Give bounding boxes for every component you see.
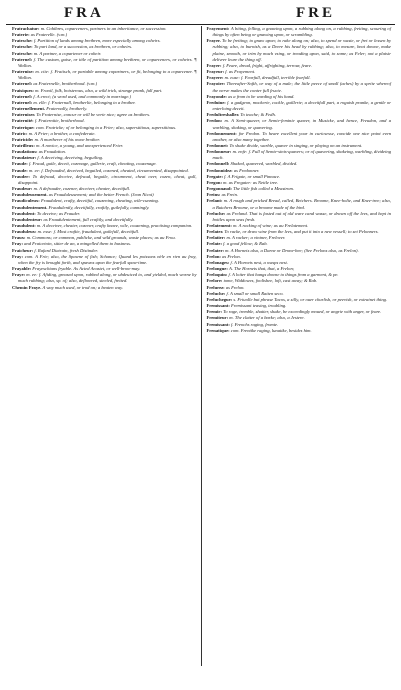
entry-headword: Fraternellement. <box>12 106 46 112</box>
entry-definition: as Fraudulentement, full craftily, and deceitfully. <box>43 216 134 222</box>
two-column-body <box>6 26 395 666</box>
entry-headword: Frayoire: <box>206 81 226 87</box>
entry-headword: Fredonnell: <box>206 161 230 167</box>
entry-definition: To racke, or draw wine from the lees, and put it into a new vessell; to set Pelonners. <box>224 229 379 235</box>
entry-headword: Fraudulentement. <box>12 204 48 210</box>
dictionary-entry <box>207 38 392 63</box>
entry-headword: Freluche: <box>206 210 226 216</box>
entry-headword: Fraux: <box>12 235 26 241</box>
entry-definition: Fraudulent, crafty, deceitful, couzening, cheating, wile-cunning. <box>40 198 159 204</box>
entry-headword: Fremissant: <box>206 303 230 309</box>
entry-definition: To defraud, deceive, defraud, beguile, circumvent, cheat over, cozen, cheat, gull, disappoint. <box>18 173 197 185</box>
entry-headword: Fraudeur: <box>12 186 33 192</box>
dictionary-entry <box>207 26 392 38</box>
entry-definition: m. Fraoil, folk, boisterous, also, a wild trick, strange prank, full part. <box>35 87 163 93</box>
entry-headword: Fraude: <box>12 161 28 167</box>
dictionary-entry <box>207 118 392 130</box>
entry-headword: Frayable: <box>12 266 32 272</box>
entry-headword: Frayere: <box>206 75 224 81</box>
entry-headword: Frelatement: <box>206 223 232 228</box>
entry-headword: Fray: <box>12 253 23 259</box>
entry-headword: Fredonnet: <box>206 142 229 148</box>
entry-definition: as Frein. <box>221 192 239 198</box>
entry-definition: To teache; & Fedh. <box>240 112 276 118</box>
dictionary-entry <box>207 131 392 143</box>
entry-headword: Fraternel: <box>12 81 33 87</box>
entry-headword: Frayer. <box>206 38 221 44</box>
entry-headword: Frauder: <box>12 173 30 179</box>
entry-definition: f. Fraternitie, brotherhood. <box>34 118 85 124</box>
entry-definition: as Frauduleusement; and the better French. (Jean Nicot) <box>48 192 154 198</box>
entry-definition: m. ee: f. Afiding, greased upon, rubbed along, or ubdeuiced to, and yielded, much worne by much rubbing; also, sp. of; also, deflowred, steeled, fretted. <box>18 272 197 284</box>
entry-definition: and Fraicetoin, sitter de an, a mingelled them to business. <box>24 241 132 247</box>
dictionary-entry <box>207 211 392 223</box>
entry-headword: Frelon: <box>206 253 221 259</box>
entry-headword: Frelonages: <box>206 259 230 265</box>
entry-definition: A biting, felling, a gnawing upon, a rubbing along on, a rubbing, fretting, scouring of things by often being or gnawing upon, or scrambling. <box>212 26 391 38</box>
entry-definition: as Frelon. <box>222 253 241 259</box>
entry-definition: m. A defrauder, cozener, deceiver, cheater, deceitfull. <box>33 186 131 192</box>
entry-definition: m. A Semi-quaver, or Semie-feminie quaver, in Musicke, and hence, Freudon, and a warbling, shaking, or quavering. <box>212 118 391 130</box>
entry-headword: Fraternel: <box>12 99 33 105</box>
entry-definition: f. A erect; (a word used, and commonly in marriage.) <box>33 93 132 99</box>
entry-definition: m. euse: f. Fearfull, dreadfull, terrible fearfull. <box>224 75 311 81</box>
entry-definition: as Fraterelle. (v.m.) <box>30 32 68 38</box>
entry-definition: com. Frentike raging, lunatike, besides him. <box>230 327 312 333</box>
entry-headword: Frelater: <box>206 247 225 253</box>
entry-headword: Fraudulent: <box>12 223 36 228</box>
entry-definition: as a from to be warding of his hand. <box>228 93 295 99</box>
entry-definition: m. enfe: f. Full of Semie-sinis-quavers; or of quavering, shakeing, warbling, divideing much. <box>212 149 391 161</box>
entry-definition: A. The Hornets that, that, a Frelon; <box>229 266 295 272</box>
entry-headword: Fratric: <box>12 130 28 136</box>
entry-definition: To be fretting; to gnaw upon; to rake along on; also, to spend or waste, or fret or lessen by rubbing; also, to burnish, as a Deere his head by rubbing; also, to mesure, beat downe, make plaine, smooth, or trim by much vsing, or treading upon, said, to some; as Feler; ont a plaisir delivrer leure the thing off. <box>212 38 391 62</box>
entry-definition: To shake divide, warble, quaver in singing, or playing on an instrument. <box>229 142 363 148</box>
entry-definition: f. A small or small Ratten seco. <box>226 290 284 296</box>
entry-definition: f. A deceiving, deceiving, beguiling. <box>37 155 104 161</box>
entry-definition: m. The clatter of a barke; also, a Jestere. <box>229 315 305 321</box>
dictionary-entry <box>207 81 392 93</box>
entry-definition: f. Frenchs raging, fromte. <box>231 321 279 327</box>
dictionary-entry <box>12 285 197 291</box>
entry-definition: com. Fratricke; of or belonging to a Frier; also, superstitious, superstitious. <box>35 124 177 130</box>
entry-headword: Fremissant: <box>206 321 230 327</box>
entry-definition: To part land, or a succession, as brethren, or coheirs. <box>33 44 133 50</box>
entry-headword: Chemin Fraye. <box>12 284 42 290</box>
entry-headword: Fraterie: <box>12 32 30 38</box>
entry-headword: Fremiteur: <box>206 315 229 321</box>
entry-definition: m. Commons; or common, publicke, and wild grounds, waste places; as au Frou. <box>26 235 176 241</box>
entry-definition: m. A partner, a copartener or coheir. <box>33 50 102 56</box>
entry-definition: f. A Hornets nest, a wasps nest. <box>230 259 288 265</box>
entry-headword: Fraternité: <box>12 118 34 124</box>
entry-definition: To deceive; as Frauder. <box>36 210 81 216</box>
entry-headword: Fratesche: <box>12 44 33 50</box>
dictionary-entry <box>12 272 197 284</box>
entry-definition: tome, Widdowes, foolishee, loft, cast away; & Rab. <box>223 278 318 284</box>
entry-headword: Fraicheur: <box>12 247 34 253</box>
entry-headword: Fredonnement: <box>206 130 237 136</box>
entry-headword: Frauduleusement. <box>12 192 48 198</box>
entry-definition: s. Friuolle but phrase Tacos, a silly, or ouer churlish, or peevish, or extrainet thing. <box>233 296 388 302</box>
entry-headword: Fregate: <box>206 173 223 179</box>
header-left-guideword: FRA <box>64 5 104 21</box>
entry-headword: Frayement: <box>206 26 230 31</box>
header-rule <box>6 24 395 25</box>
entry-headword: Frayer: <box>206 62 222 68</box>
entry-definition: To Fraternise, concur or will be verie nice; agree as brothers. <box>36 112 151 118</box>
entry-headword: Fraudations: <box>12 149 38 155</box>
column-divider <box>201 26 202 666</box>
entry-definition: m. A racking of wine; as au Frelatement. <box>233 223 309 228</box>
page-header <box>6 4 395 22</box>
entry-headword: Fraudulent: <box>12 210 36 216</box>
entry-definition: as Fraternelle, brotherhood. (v.m.) <box>33 81 98 87</box>
entry-headword: Fredon: <box>206 118 223 124</box>
right-column <box>201 26 396 666</box>
dictionary-entry <box>12 69 197 81</box>
entry-definition: as Frelon. <box>225 284 245 290</box>
entry-definition: m. A Frier; a brother, a confederate. <box>28 130 96 136</box>
entry-definition: as Freland. That is fasted out of old ware cand wasse, or drawn off the lees, and hept in bottles upon seas fresh. <box>212 210 391 222</box>
entry-definition: m. as Fregater: as Nettle tree. <box>223 179 279 185</box>
entry-definition: m. A novice, a young, and unexperienced Frier. <box>36 142 124 148</box>
entry-headword: Frauduleux: <box>12 229 37 235</box>
entry-headword: Frelongue: <box>206 266 228 272</box>
entry-headword: Fredonneur: <box>206 149 232 155</box>
entry-definition: m. ee: f. Defrauded, deceived, beguiled, cozened, cheated, circumvented, disappointed. <box>28 167 189 173</box>
header-right-guideword: FRE <box>296 5 335 21</box>
entry-headword: Fratesche: <box>12 50 33 56</box>
entry-headword: Frelant: <box>206 198 223 204</box>
entry-headword: Frayeur: <box>206 69 225 75</box>
entry-headword: Freluchegue: <box>206 296 233 302</box>
entry-headword: Freloquin: <box>206 272 228 278</box>
entry-definition: m. A Hornets also, a Darne or Drone-bee; (See Frelons also, as Frelon). <box>225 247 359 253</box>
entry-headword: Fraterniser. <box>12 112 36 118</box>
entry-definition: Fraudulently, deceitfully, craftily, guilefully, cunningly. <box>48 204 150 210</box>
entry-headword: Frelater. <box>206 229 224 235</box>
entry-definition: f. A Frigate, or small Pinnace. <box>224 173 281 179</box>
entry-headword: Fraternise: <box>12 69 34 75</box>
entry-headword: Fray: <box>12 241 23 247</box>
dictionary-entry <box>207 198 392 210</box>
entry-headword: Fraisiques: <box>12 87 34 93</box>
entry-definition: f. A loiter that hangs downe to things from a garment, & pe. <box>228 272 339 278</box>
entry-headword: Freins: <box>206 192 221 198</box>
entry-definition: Thereafter-Softh, or way of a male; the little peece of small (aches) by a sprite whereof the nerve makes the conter full fructe. <box>212 81 391 93</box>
entry-definition: f. a good fellow; & Rab. <box>223 241 268 247</box>
entry-definition: m. A racker; a vintner, Frelover. <box>226 235 286 241</box>
entry-headword: Fratrilleux: <box>12 142 35 148</box>
entry-headword: Fraudiculeux: <box>12 198 40 204</box>
entry-headword: Fredonnidez: <box>206 167 233 173</box>
entry-definition: The little fish called a Meastrom. <box>233 186 294 192</box>
entry-definition: com. A Frie; also, the Spawne of fish; Schance; Quand les poissons nèle en rien au fray, when the fry is brought forth, and spawns upon the fearfull spaw-time. <box>18 253 197 265</box>
entry-definition: f. Partition of lands among brethren, more especially among coheirs. <box>33 38 161 44</box>
entry-headword: Fregonnaud: <box>206 186 232 192</box>
entry-definition: f. Rafard Diatrain, fresh Distinder. <box>34 247 98 253</box>
entry-headword: Fraternel: <box>12 93 33 99</box>
entry-headword: Frelate: <box>206 241 222 247</box>
entry-headword: Fredultreshaller. <box>206 112 240 118</box>
entry-definition: m. cite: f. Fratisch, or partable among copartners, or fit, belonging to a coparcener. ¶ Wallon. <box>18 69 197 81</box>
entry-definition: Fraternally, brotherly. <box>46 106 88 112</box>
entry-headword: Freluche: <box>206 290 226 296</box>
dictionary-entry <box>207 149 392 161</box>
entry-definition: Frayeschians fryable. As Acted Aeastet, or well-brow-may. <box>32 266 141 272</box>
entry-headword: Fraude: <box>12 167 28 173</box>
left-column <box>6 26 201 666</box>
dictionary-entry <box>12 174 197 186</box>
entry-definition: m. A murtherer of his owne brother. <box>34 136 100 142</box>
entry-headword: Fraudateur: <box>12 155 37 161</box>
entry-definition: as Fraudation. <box>38 149 66 155</box>
entry-definition: A way much used, or trod on; a beaten way. <box>42 284 124 290</box>
dictionary-entry <box>207 100 392 112</box>
dictionary-entry <box>207 328 392 334</box>
entry-headword: Frelurez: <box>206 284 225 290</box>
entry-definition: Shaked, quavered, warbled, divided. <box>230 161 298 167</box>
entry-definition: m. A rough and pricked Bread, called, Betchers. Broome, Knee-holie, and Knee-tree; also, a Butchers Broome, or a broome made of the bird. <box>212 198 391 210</box>
entry-headword: Fraterique: <box>12 124 35 130</box>
entry-definition: m. Cohibres, coparceners, partners in an inheritance, or succession. <box>40 26 167 31</box>
entry-definition: m. elle: f. Fraternall, brotherlie, belonging to a brother. <box>33 99 136 105</box>
entry-headword: Fraye: <box>12 272 26 278</box>
dictionary-entry <box>12 254 197 266</box>
entry-definition: f. a gadgeon, mockerie, cockle, guillerie; a deceitfull part, a roguish pranke, a gentle or enterloing deceit. <box>212 99 391 112</box>
entry-definition: m. esse: f. Most craftie, fraudulent, guilefull, deceitfull. <box>37 229 140 235</box>
entry-headword: Fremir: <box>206 309 222 315</box>
entry-headword: Fraudulenteur: <box>12 216 43 222</box>
entry-definition: f. Fraud, guile, deceit, cozenage, gullerie, craft, cheating, couzenage. <box>28 161 157 167</box>
entry-headword: Fratrachatur: <box>12 26 40 31</box>
entry-headword: Frenatique: <box>206 327 230 333</box>
entry-headword: Frelore: <box>206 278 223 284</box>
dictionary-entry <box>12 57 197 69</box>
entry-headword: Fraternel: <box>12 56 33 62</box>
entry-definition: for Fredon. To heare excellent your in curicsesse, concide one nice point even another, or also many together. <box>212 130 391 142</box>
entry-headword: Freduine: <box>206 99 226 105</box>
entry-headword: Fratesche: <box>12 38 33 44</box>
entry-definition: Fremissant teasing, troubling. <box>231 303 287 309</box>
entry-definition: m. A deceiver, cheater, cozener, crafty knave, wile, couzening, practising companion. <box>36 223 193 228</box>
entry-definition: f. The custom, guise, or title of partition among brethren, or coparceners, or coheirs. ¶ Wallon. <box>18 56 197 68</box>
entry-definition: f. Feare, dread, fright, affrighting, terrour, feare. <box>222 62 312 68</box>
entry-definition: f. as Frayement. <box>225 69 256 75</box>
entry-definition: To rage, tremble, shatter, shake, be exceedingly moued, or angrie with anger, or feare. <box>223 309 382 315</box>
entry-headword: Fratricide: <box>12 136 34 142</box>
entry-definition: as Fredonner. <box>233 167 260 173</box>
entry-headword: Frelatier: <box>206 235 226 241</box>
entry-headword: Frayonde: <box>206 93 227 99</box>
entry-headword: Fregon: <box>206 179 222 185</box>
